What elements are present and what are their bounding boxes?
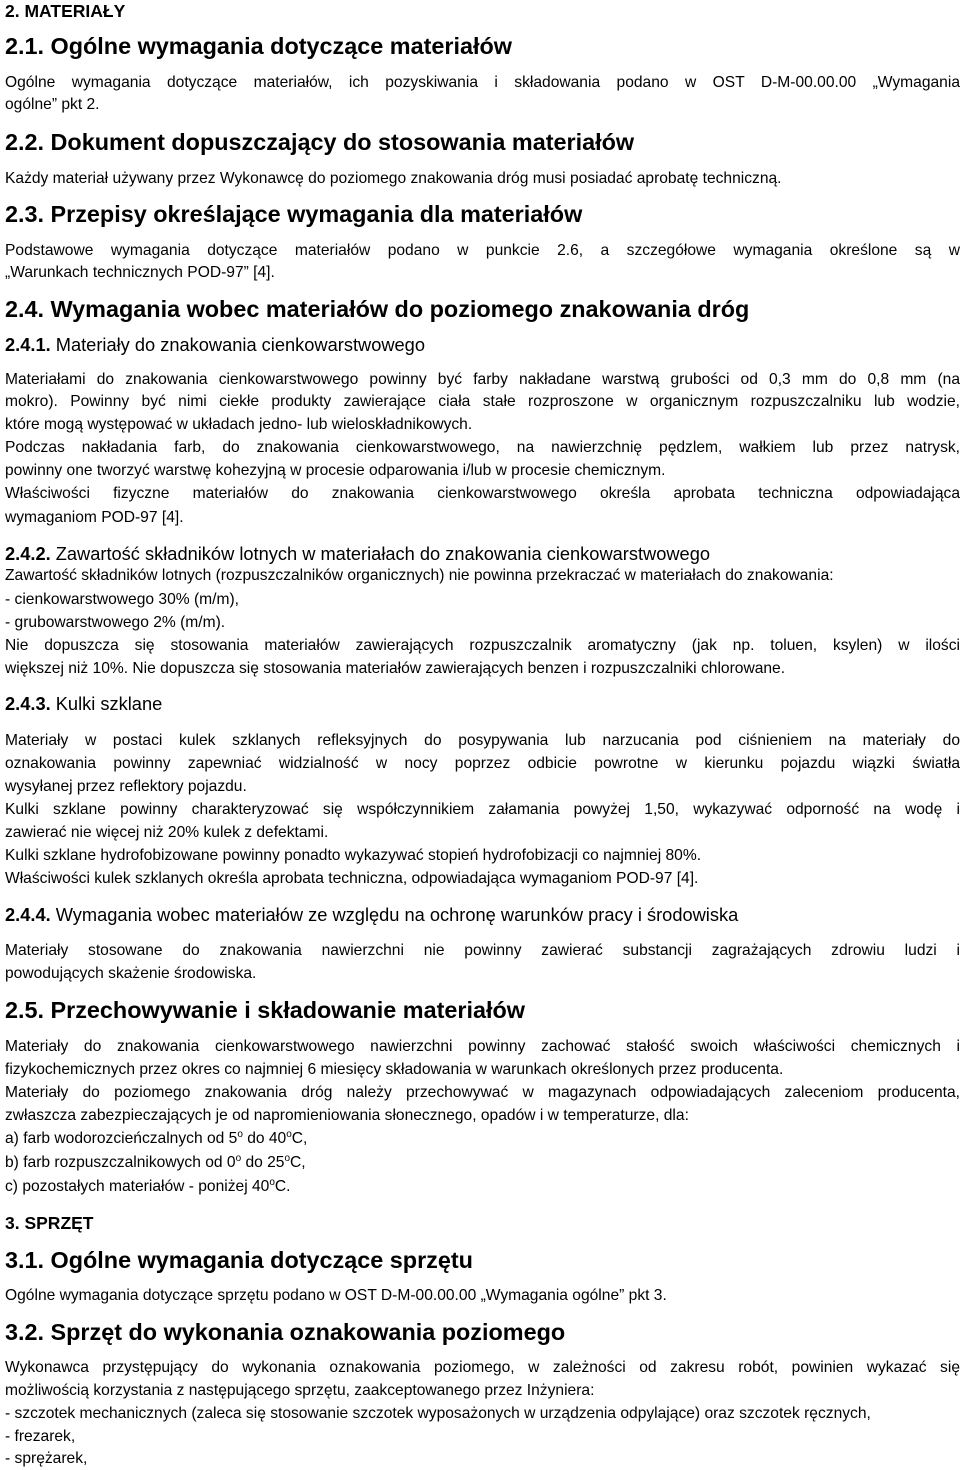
paragraph-line: które mogą występować w układach jedno- lub wieloskładnikowych. [5,416,473,433]
heading-2-1: 2.1. Ogólne wymagania dotyczące materiałów [5,33,512,59]
paragraph-line: Materiały do poziomego znakowania dróg należy przechowywać w magazynach odpowiadających zaleceniom producenta, [5,1084,960,1101]
list-item: - frezarek, [5,1428,76,1445]
section-title: Kulki szklane [50,693,163,714]
heading-2-3: 2.3. Przepisy określające wymagania dla materiałów [5,201,583,227]
heading-3-1: 3.1. Ogólne wymagania dotyczące sprzętu [5,1247,473,1273]
paragraph-line: większej niż 10%. Nie dopuszcza się stosowania materiałów zawierających benzen i rozpuszczalniki chlorowane. [5,660,786,677]
list-item-b: b) farb rozpuszczalnikowych od 0$^o$ do 25$^o$C, [5,1153,306,1171]
paragraph-line: Materiałami do znakowania cienkowarstwowego powinny być farby nakładane warstwą grubości od 0,3 mm do 0,8 mm (na [5,371,960,388]
paragraph-line: możliwością korzystania z następującego sprzętu, zaakceptowanego przez Inżyniera: [5,1382,595,1399]
paragraph-line: oznakowania powinny zapewniać widzialność w nocy poprzez odbicie powrotne w kierunku pojazdu wiązki światła [5,755,960,772]
paragraph-line: Podstawowe wymagania dotyczące materiałów podano w punkcie 2.6, a szczegółowe wymagania określone są w [5,242,960,259]
heading-3-2: 3.2. Sprzęt do wykonania oznakowania poziomego [5,1319,566,1345]
heading-2-4-4 [5,904,960,926]
section-number: 2.4.3. [5,693,51,714]
paragraph-line: Kulki szklane hydrofobizowane powinny ponadto wykazywać stopień hydrofobizacji co najmniej 80%. [5,847,702,864]
section-title: Zawartość składników lotnych w materiałach do znakowania cienkowarstwowego [50,543,711,564]
degree-sign: o [269,1177,275,1188]
paragraph-line: Właściwości fizyczne materiałów do znakowania cienkowarstwowego określa aprobata techniczna odpowiadająca [5,485,960,502]
section-title: Wymagania wobec materiałów ze względu na ochronę warunków pracy i środowiska [50,904,739,925]
heading-2-4-3 [5,693,960,715]
paragraph-line: Wykonawca przystępujący do wykonania oznakowania poziomego, w zależności od zakresu robót, powinien wykazać się [5,1359,960,1376]
list-item-a: a) farb wodorozcieńczalnych od 5$^o$ do 40$^o$C, [5,1129,308,1147]
paragraph-line: powodujących skażenie środowiska. [5,965,257,982]
paragraph-line: wysyłanej przez reflektory pojazdu. [5,778,247,795]
heading-2-4-2 [5,543,960,565]
paragraph-line: Ogólne wymagania dotyczące sprzętu podano w OST D-M-00.00.00 „Wymagania ogólne” pkt 3. [5,1287,667,1304]
paragraph-line: „Warunkach technicznych POD-97” [4]. [5,264,275,281]
degree-sign: o [235,1153,242,1164]
paragraph-line: Kulki szklane powinny charakteryzować się współczynnikiem załamania powyżej 1,50, wykazywać odporność na wodę i [5,801,960,818]
paragraph-line: ogólne” pkt 2. [5,96,100,113]
paragraph-line: mokro). Powinny być nimi ciekłe produkty zawierające ciała stałe rozproszone w organicznym rozpuszczalniku lub wodzie, [5,393,960,410]
paragraph-line: Właściwości kulek szklanych określa aprobata techniczna, odpowiadająca wymaganiom POD-97 [4]. [5,870,699,887]
list-item: - cienkowarstwowego 30% (m/m), [5,591,239,608]
list-item: - sprężarek, [5,1450,88,1467]
degree-sign: o [284,1153,291,1164]
list-item: - szczotek mechanicznych (zaleca się stosowanie szczotek wyposażonych w urządzenia odpylające) oraz szczotek ręcznych, [5,1405,871,1422]
paragraph-line: Ogólne wymagania dotyczące materiałów, ich pozyskiwania i składowania podano w OST D-M-00.00.00 „Wymagania [5,74,960,91]
paragraph-line: zawierać nie więcej niż 20% kulek z defektami. [5,824,329,841]
paragraph-line: Materiały stosowane do znakowania nawierzchni nie powinny zawierać substancji zagrażających zdrowiu ludzi i [5,942,960,959]
list-item-c: c) pozostałych materiałów - poniżej 40$^o$C. [5,1177,291,1195]
degree-sign: o [286,1129,292,1140]
paragraph-line: fizykochemicznych przez okres co najmniej 6 miesięcy składowania w warunkach określonych przez producenta. [5,1061,784,1078]
heading-2-4: 2.4. Wymagania wobec materiałów do poziomego znakowania dróg [5,296,750,322]
degree-sign: o [237,1129,243,1140]
section-number: 2.4.1. [5,334,51,355]
heading-2-5: 2.5. Przechowywanie i składowanie materiałów [5,997,525,1023]
section-number: 2.4.4. [5,904,51,925]
paragraph-line: Nie dopuszcza się stosowania materiałów zawierających rozpuszczalnik aromatyczny (jak np. toluen, ksylen) w ilości [5,637,960,654]
paragraph-line: Materiały w postaci kulek szklanych refleksyjnych do posypywania lub narzucania pod ciśnieniem na materiały do [5,732,960,749]
heading-2-4-1 [5,334,960,356]
paragraph-line: Zawartość składników lotnych (rozpuszczalników organicznych) nie powinna przekraczać w materiałach do znakowania: [5,567,834,584]
list-item: - grubowarstwowego 2% (m/m). [5,614,226,631]
heading-2-materialy: 2. MATERIAŁY [5,1,126,21]
section-title: Materiały do znakowania cienkowarstwowego [50,334,425,355]
section-number: 2.4.2. [5,543,51,564]
paragraph-line: wymaganiom POD-97 [4]. [5,509,184,526]
paragraph-line: zwłaszcza zabezpieczających je od napromieniowania słonecznego, opadów i w temperaturze, dla: [5,1107,689,1124]
heading-3-sprzet: 3. SPRZĘT [5,1213,94,1233]
paragraph-line: Materiały do znakowania cienkowarstwowego nawierzchni powinny zachować stałość swoich właściwości chemicznych i [5,1038,960,1055]
paragraph-line: Każdy materiał używany przez Wykonawcę do poziomego znakowania dróg musi posiadać aprobatę techniczną. [5,170,782,187]
paragraph-line: Podczas nakładania farb, do znakowania cienkowarstwowego, na nawierzchnię pędzlem, wałkiem lub przez natrysk, [5,439,960,456]
paragraph-line: powinny one tworzyć warstwę kohezyjną w procesie odparowania i/lub w procesie chemicznym. [5,462,666,479]
heading-2-2: 2.2. Dokument dopuszczający do stosowania materiałów [5,129,635,155]
